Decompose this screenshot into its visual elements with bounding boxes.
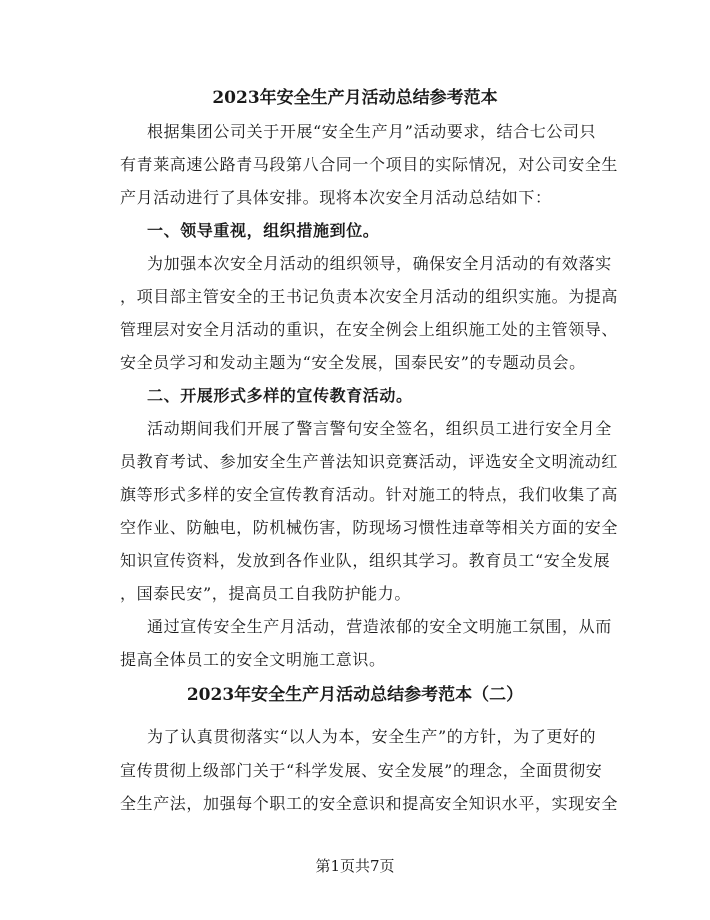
paragraph-line: 活动期间我们开展了警言警句安全签名，组织员工进行安全月全 — [147, 419, 612, 438]
paragraph-line: 旗等形式多样的安全宣传教育活动。针对施工的特点，我们收集了高 — [120, 485, 619, 504]
paragraph-line: 通过宣传安全生产月活动，营造浓郁的安全文明施工氛围，从而 — [147, 617, 612, 636]
paragraph-line: 管理层对安全月活动的重识，在安全例会上组织施工处的主管领导、 — [120, 320, 619, 339]
section-heading: 二、开展形式多样的宣传教育活动。 — [147, 386, 413, 405]
paragraph-line: 为加强本次安全月活动的组织领导，确保安全月活动的有效落实 — [147, 254, 612, 273]
paragraph-line: 有青莱高速公路青马段第八合同一个项目的实际情况，对公司安全生 — [120, 155, 619, 174]
section-heading: 一、领导重视，组织措施到位。 — [147, 221, 380, 240]
paragraph-line: 空作业、防触电，防机械伤害，防现场习惯性违章等相关方面的安全 — [120, 518, 619, 537]
paragraph-line: 安全员学习和发动主题为“安全发展，国泰民安”的专题动员会。 — [120, 353, 586, 372]
paragraph-line: 根据集团公司关于开展“安全生产月”活动要求，结合七公司只 — [147, 122, 597, 141]
document-title: 2023年安全生产月活动总结参考范本（二） — [186, 685, 524, 705]
paragraph-line: 员教育考试、参加安全生产普法知识竞赛活动，评选安全文明流动红 — [120, 452, 619, 471]
paragraph-line: ，国泰民安”，提高员工自我防护能力。 — [120, 584, 411, 603]
paragraph-line: 产月活动进行了具体安排。现将本次安全月活动总结如下： — [120, 188, 552, 207]
paragraph-line: ，项目部主管安全的王书记负责本次安全月活动的组织实施。为提高 — [120, 287, 619, 306]
document-title: 2023年安全生产月活动总结参考范本 — [212, 88, 498, 108]
paragraph-line: 提高全体员工的安全文明施工意识。 — [120, 650, 386, 669]
page-number: 第1页共7页 — [315, 857, 395, 875]
paragraph-line: 知识宣传资料，发放到各作业队，组织其学习。教育员工“安全发展 — [120, 551, 611, 570]
paragraph-line: 全生产法，加强每个职工的安全意识和提高安全知识水平，实现安全 — [120, 794, 619, 813]
paragraph-line: 宣传贯彻上级部门关于“科学发展、安全发展”的理念，全面贯彻安 — [120, 761, 603, 780]
paragraph-line: 为了认真贯彻落实“以人为本，安全生产”的方针，为了更好的 — [147, 727, 597, 746]
